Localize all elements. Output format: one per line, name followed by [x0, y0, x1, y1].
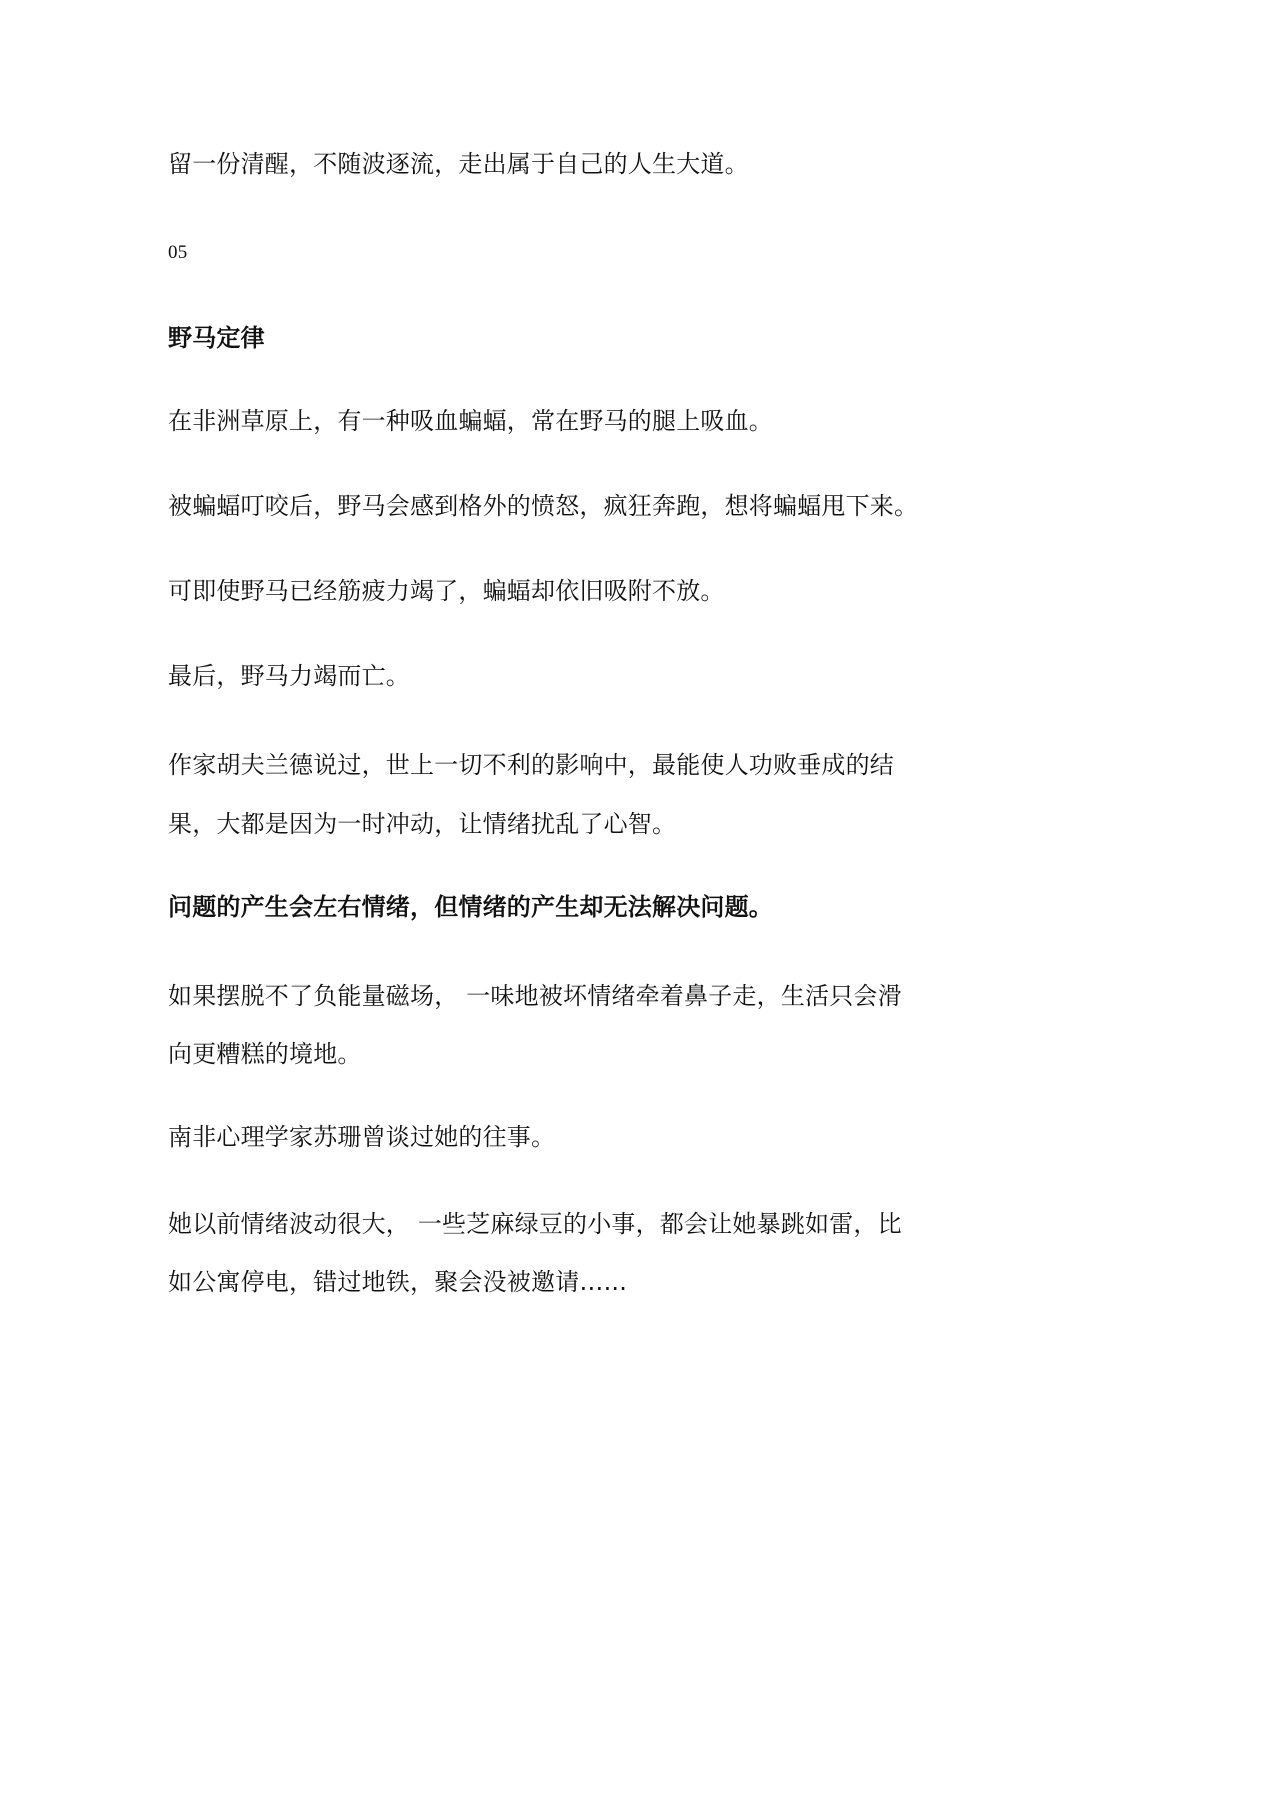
paragraph-line: 果，大都是因为一时冲动，让情绪扰乱了心智。 [168, 810, 677, 838]
paragraph-line: 南非心理学家苏珊曾谈过她的往事。 [168, 1123, 556, 1151]
paragraph-line: 在非洲草原上，有一种吸血蝙蝠，常在野马的腿上吸血。 [168, 407, 773, 435]
paragraph-line: 她以前情绪波动很大， 一些芝麻绿豆的小事，都会让她暴跳如雷，比 [168, 1210, 902, 1238]
paragraph-line: 向更糟糕的境地。 [168, 1040, 362, 1068]
paragraph-line: 作家胡夫兰德说过，世上一切不利的影响中，最能使人功败垂成的结 [168, 751, 894, 779]
paragraph-line: 可即使野马已经筋疲力竭了，蝙蝠却依旧吸附不放。 [168, 577, 725, 605]
paragraph-line: 最后，野马力竭而亡。 [168, 662, 410, 690]
paragraph-line: 如公寓停电，错过地铁，聚会没被邀请…... [168, 1268, 628, 1296]
paragraph-line: 被蝙蝠叮咬后，野马会感到格外的愤怒，疯狂奔跑，想将蝙蝠甩下来。 [168, 492, 919, 520]
section-number: 05 [168, 242, 188, 263]
paragraph-line: 如果摆脱不了负能量磁场， 一味地被坏情绪牵着鼻子走，生活只会滑 [168, 982, 902, 1010]
highlight-sentence: 问题的产生会左右情绪，但情绪的产生却无法解决问题。 [168, 893, 773, 921]
intro-line: 留一份清醒，不随波逐流，走出属于自己的人生大道。 [168, 150, 749, 178]
section-title: 野马定律 [168, 324, 265, 352]
